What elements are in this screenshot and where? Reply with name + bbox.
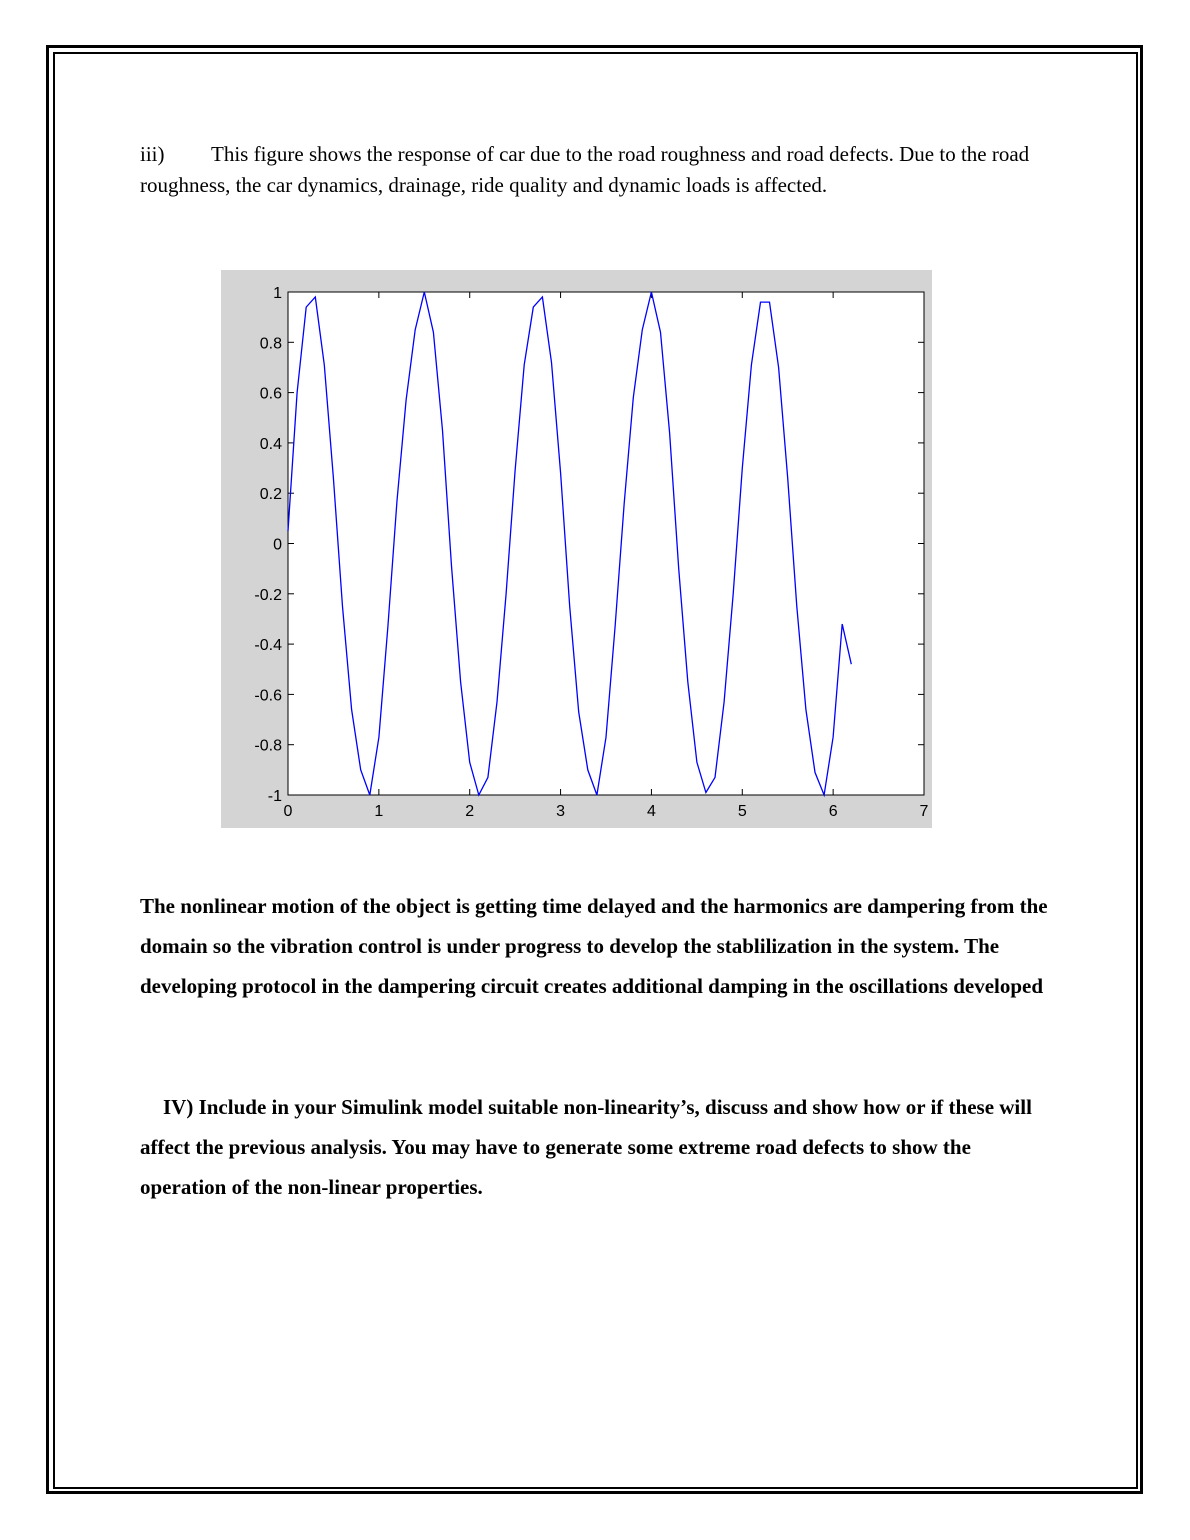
x-tick-label: 6 [828,803,838,820]
x-tick-label: 0 [283,803,293,820]
y-tick-label: 0.2 [259,486,282,504]
section-iv-paragraph [140,1087,1050,1207]
y-tick-label: 1 [273,285,282,302]
y-tick-label: -0.4 [254,637,282,655]
x-tick-label: 3 [556,803,566,820]
section-iii-paragraph [140,139,1050,201]
y-tick-label: -0.8 [254,737,282,755]
y-tick-label: 0.8 [259,335,282,353]
x-tick-labels [284,803,929,820]
x-tick-label: 4 [646,803,656,820]
y-tick-label: 0 [273,536,282,554]
x-tick-label: 5 [737,803,747,820]
response-figure [221,270,932,828]
y-tick-label: 0.6 [259,385,282,403]
section-iii-text: This figure shows the response of car due to the road roughness and road defects. Due to the road roughness, the car dynamics, drainage, ride quality and dynamic loads is affected. [140,142,1030,197]
y-tick-label: 0.4 [259,435,282,453]
y-tick-label: -1 [267,788,282,805]
x-tick-label: 2 [465,803,475,820]
discussion-paragraph: The nonlinear motion of the object is getting time delayed and the harmonics are dampering from the domain so the vibration control is under progress to develop the stablilization in the system. The developing protocol in the dampering circuit creates additional damping in the oscillations developed [140,894,1048,998]
section-iii-number: iii) [140,142,165,166]
y-tick-labels [254,285,282,805]
x-tick-label: 7 [919,803,929,820]
plot-area [288,292,924,795]
section-iv-text: IV) Include in your Simulink model suitable non-linearity’s, discuss and show how or if these will affect the previous analysis. You may have to generate some extreme road defects to show the operation of the non-linear properties. [140,1095,1032,1199]
y-tick-label: -0.6 [254,687,282,705]
x-tick-label: 1 [374,803,384,820]
y-tick-label: -0.2 [254,586,282,604]
response-chart [221,270,932,828]
